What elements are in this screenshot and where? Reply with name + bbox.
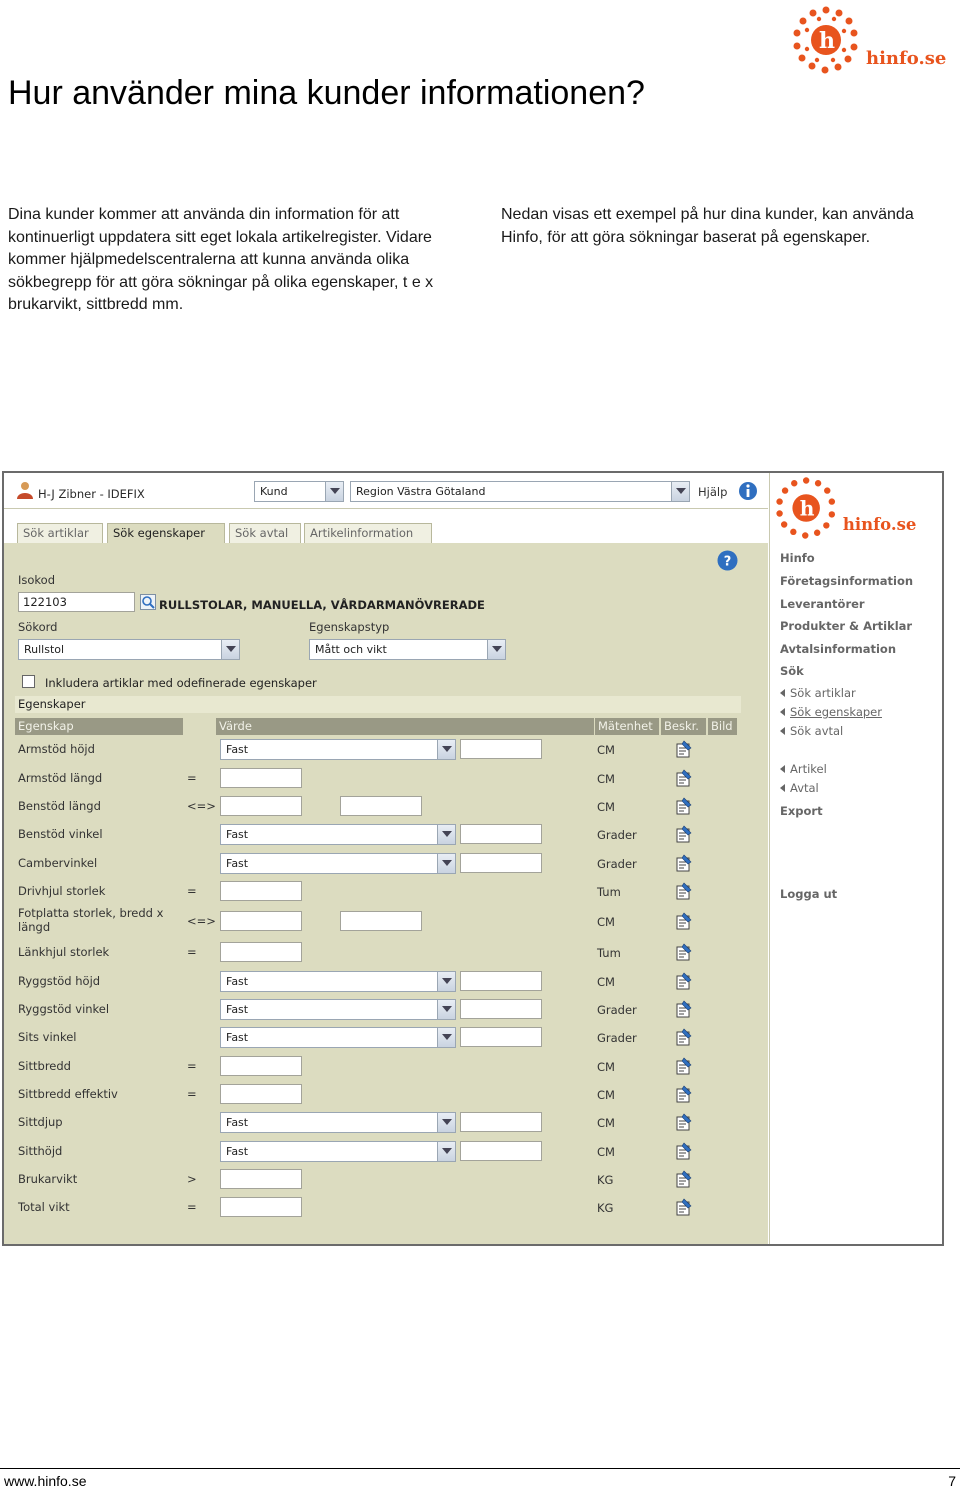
isokod-title: RULLSTOLAR, MANUELLA, VÅRDARMANÖVRERADE [159,598,485,612]
property-label: Drivhjul storlek [18,884,106,898]
property-label: Total vikt [18,1200,70,1214]
property-unit: CM [597,1060,615,1074]
sidebar-item-logga-ut[interactable]: Logga ut [780,887,838,901]
property-value-input[interactable] [460,853,542,873]
property-value-select[interactable] [220,1141,456,1162]
property-label: Benstöd vinkel [18,827,103,841]
property-value-input[interactable] [460,1112,542,1132]
chevron-down-icon [671,482,689,501]
egenskapstyp-label: Egenskapstyp [309,620,390,634]
tab-artikelinformation[interactable] [304,523,432,543]
sidebar-item-sök[interactable]: Sök [780,664,804,678]
property-value-select[interactable] [220,853,456,874]
property-value-select[interactable] [220,739,456,760]
description-edit-icon[interactable] [674,1000,692,1018]
footer-divider [0,1468,960,1469]
user-icon [16,481,34,499]
description-edit-icon[interactable] [674,1142,692,1160]
property-value-input[interactable] [460,739,542,759]
description-edit-icon[interactable] [674,1198,692,1216]
property-unit: Grader [597,1003,637,1017]
sidebar-item-avtalsinformation[interactable]: Avtalsinformation [780,642,897,656]
property-operator: = [187,1059,197,1073]
property-value-input[interactable] [460,999,542,1019]
description-edit-icon[interactable] [674,854,692,872]
property-min-input[interactable] [220,881,302,901]
description-edit-icon[interactable] [674,1113,692,1131]
property-unit: Grader [597,857,637,871]
help-question-icon[interactable] [717,550,738,571]
app-screenshot [2,471,944,1246]
property-label: Cambervinkel [18,856,98,870]
logo-letter: h [819,28,835,54]
property-min-input[interactable] [220,1056,302,1076]
include-undefined-checkbox[interactable] [22,675,35,688]
property-label: Ryggstöd höjd [18,974,101,988]
tab-sok-egenskaper[interactable] [107,523,225,543]
tab-label: Sök avtal [235,526,289,540]
property-min-input[interactable] [220,796,302,816]
description-edit-icon[interactable] [674,1085,692,1103]
sidebar-hinfo-logo [774,475,930,541]
sokord-value: Rullstol [24,643,65,656]
description-edit-icon[interactable] [674,797,692,815]
property-unit: CM [597,772,615,786]
property-unit: Tum [597,885,621,899]
property-operator: = [187,945,197,959]
description-edit-icon[interactable] [674,740,692,758]
sidebar-item-leverantörer[interactable]: Leverantörer [780,597,865,611]
sidebar-item-sök-egenskaper[interactable]: Sök egenskaper [790,705,882,719]
logo-wordmark: hinfo.se [842,515,917,534]
region-select[interactable] [350,481,690,502]
property-operator: = [187,1200,197,1214]
property-label: Brukarvikt [18,1172,78,1186]
property-min-input[interactable] [220,911,302,931]
egenskapstyp-select[interactable] [309,639,506,660]
description-edit-icon[interactable] [674,912,692,930]
property-value-input[interactable] [460,1027,542,1047]
chevron-down-icon [437,972,455,991]
property-min-input[interactable] [220,768,302,788]
property-select-value: Fast [226,743,249,756]
property-operator: <=> [187,799,216,813]
chevron-down-icon [221,640,239,659]
property-label: Sits vinkel [18,1030,77,1044]
property-operator: = [187,771,197,785]
sidebar [769,473,942,1244]
property-label: Sittdjup [18,1115,63,1129]
property-unit: Grader [597,828,637,842]
property-label: Ryggstöd vinkel [18,1002,110,1016]
property-unit: KG [597,1201,614,1215]
property-unit: CM [597,1116,615,1130]
page-title: Hur använder mina kunder informationen? [8,74,645,112]
description-edit-icon[interactable] [674,972,692,990]
chevron-down-icon [437,854,455,873]
chevron-down-icon [437,740,455,759]
col-header-bild: Bild [708,718,737,735]
property-operator: = [187,1087,197,1101]
intro-left: Dina kunder kommer att använda din information för att kontinuerligt uppdatera sitt eget lokala artikelregister. Vidare kommer hjälpmedelscentralerna att kunna använda olika sökbegrepp för att göra sökningar på olika egenskaper, t e x brukarvikt, sittbredd mm. [8,206,434,314]
description-edit-icon[interactable] [674,943,692,961]
property-max-input[interactable] [340,796,422,816]
property-label: Sitthöjd [18,1144,63,1158]
property-label: Sittbredd effektiv [18,1087,118,1101]
property-value-input[interactable] [460,824,542,844]
hinfo-logo [792,4,960,76]
property-label: Benstöd längd [18,799,101,813]
tab-bar [4,509,768,543]
region-select-value: Region Västra Götaland [356,485,486,498]
sidebar-item-export[interactable]: Export [780,804,823,818]
property-operator: = [187,884,197,898]
property-value-select[interactable] [220,971,456,992]
property-unit: KG [597,1173,614,1187]
property-min-input[interactable] [220,942,302,962]
property-unit: Tum [597,946,621,960]
property-value-select[interactable] [220,1112,456,1133]
col-header-matenhet: Mätenhet [595,718,659,735]
role-select-value: Kund [260,485,288,498]
property-operator: <=> [187,914,216,928]
sidebar-item-sök-artiklar[interactable]: Sök artiklar [790,686,856,700]
page-number: 7 [948,1473,956,1489]
help-link[interactable]: Hjälp [698,485,728,499]
info-icon[interactable] [738,481,758,501]
role-select[interactable] [254,481,344,502]
chevron-down-icon [487,640,505,659]
property-value-select[interactable] [220,999,456,1020]
sidebar-item-hinfo[interactable]: Hinfo [780,551,815,565]
col-header-beskr: Beskr. [661,718,706,735]
include-undefined-label: Inkludera artiklar med odefinerade egenskaper [45,676,317,690]
chevron-down-icon [437,1142,455,1161]
property-select-value: Fast [226,828,249,841]
top-bar [4,473,768,509]
chevron-down-icon [437,1000,455,1019]
property-unit: CM [597,915,615,929]
description-edit-icon[interactable] [674,1028,692,1046]
isokod-input[interactable]: 122103 [18,592,135,612]
property-value-input[interactable] [460,971,542,991]
property-label: Fotplatta storlek, bredd x längd [18,906,164,934]
sidebar-item-företagsinformation[interactable]: Företagsinformation [780,574,914,588]
property-unit: CM [597,1145,615,1159]
chevron-down-icon [325,482,343,501]
property-value-input[interactable] [460,1141,542,1161]
sidebar-item-produkter-artiklar[interactable]: Produkter & Artiklar [780,619,913,633]
property-label: Armstöd längd [18,771,103,785]
description-edit-icon[interactable] [674,882,692,900]
sidebar-item-artikel[interactable]: Artikel [790,762,827,776]
section-egenskaper: Egenskaper [15,696,741,713]
property-value-select[interactable] [220,1027,456,1048]
property-label: Sittbredd [18,1059,71,1073]
property-unit: CM [597,743,615,757]
property-select-value: Fast [226,857,249,870]
chevron-down-icon [437,825,455,844]
description-edit-icon[interactable] [674,1170,692,1188]
property-unit: CM [597,800,615,814]
property-unit: CM [597,1088,615,1102]
property-label: Länkhjul storlek [18,945,110,959]
property-select-value: Fast [226,1031,249,1044]
tab-label: Artikelinformation [310,526,414,540]
property-select-value: Fast [226,975,249,988]
search-icon[interactable] [140,594,156,610]
property-unit: CM [597,975,615,989]
search-panel [4,473,768,1244]
tab-sok-artiklar[interactable] [17,523,103,543]
sokord-label: Sökord [18,620,58,634]
property-unit: Grader [597,1031,637,1045]
property-max-input[interactable] [340,911,422,931]
sidebar-item-sök-avtal[interactable]: Sök avtal [790,724,844,738]
description-edit-icon[interactable] [674,825,692,843]
property-select-value: Fast [226,1116,249,1129]
intro-right: Nedan visas ett exempel på hur dina kunder, kan använda Hinfo, för att göra sökningar baserat på egenskaper. [501,206,914,246]
property-min-input[interactable] [220,1169,302,1189]
col-header-varde: Värde [216,718,594,735]
col-header-egenskap: Egenskap [15,718,183,735]
property-min-input[interactable] [220,1084,302,1104]
property-select-value: Fast [226,1003,249,1016]
logo-wordmark: hinfo.se [866,48,947,69]
footer-url: www.hinfo.se [4,1473,87,1489]
tab-label: Sök artiklar [23,526,89,540]
svg-text:?: ? [723,554,732,570]
property-min-input[interactable] [220,1197,302,1217]
property-select-value: Fast [226,1145,249,1158]
tab-sok-avtal[interactable] [229,523,301,543]
description-edit-icon[interactable] [674,769,692,787]
description-edit-icon[interactable] [674,1057,692,1075]
property-operator: > [187,1172,197,1186]
property-label: Armstöd höjd [18,742,95,756]
isokod-label: Isokod [18,573,56,587]
egenskapstyp-value: Mått och vikt [315,643,387,656]
sidebar-item-avtal[interactable]: Avtal [790,781,819,795]
user-name: H-J Zibner - IDEFIX [38,487,145,501]
logo-letter: h [799,496,815,521]
sokord-select[interactable] [18,639,240,660]
chevron-down-icon [437,1113,455,1132]
property-value-select[interactable] [220,824,456,845]
chevron-down-icon [437,1028,455,1047]
tab-label: Sök egenskaper [113,526,205,540]
